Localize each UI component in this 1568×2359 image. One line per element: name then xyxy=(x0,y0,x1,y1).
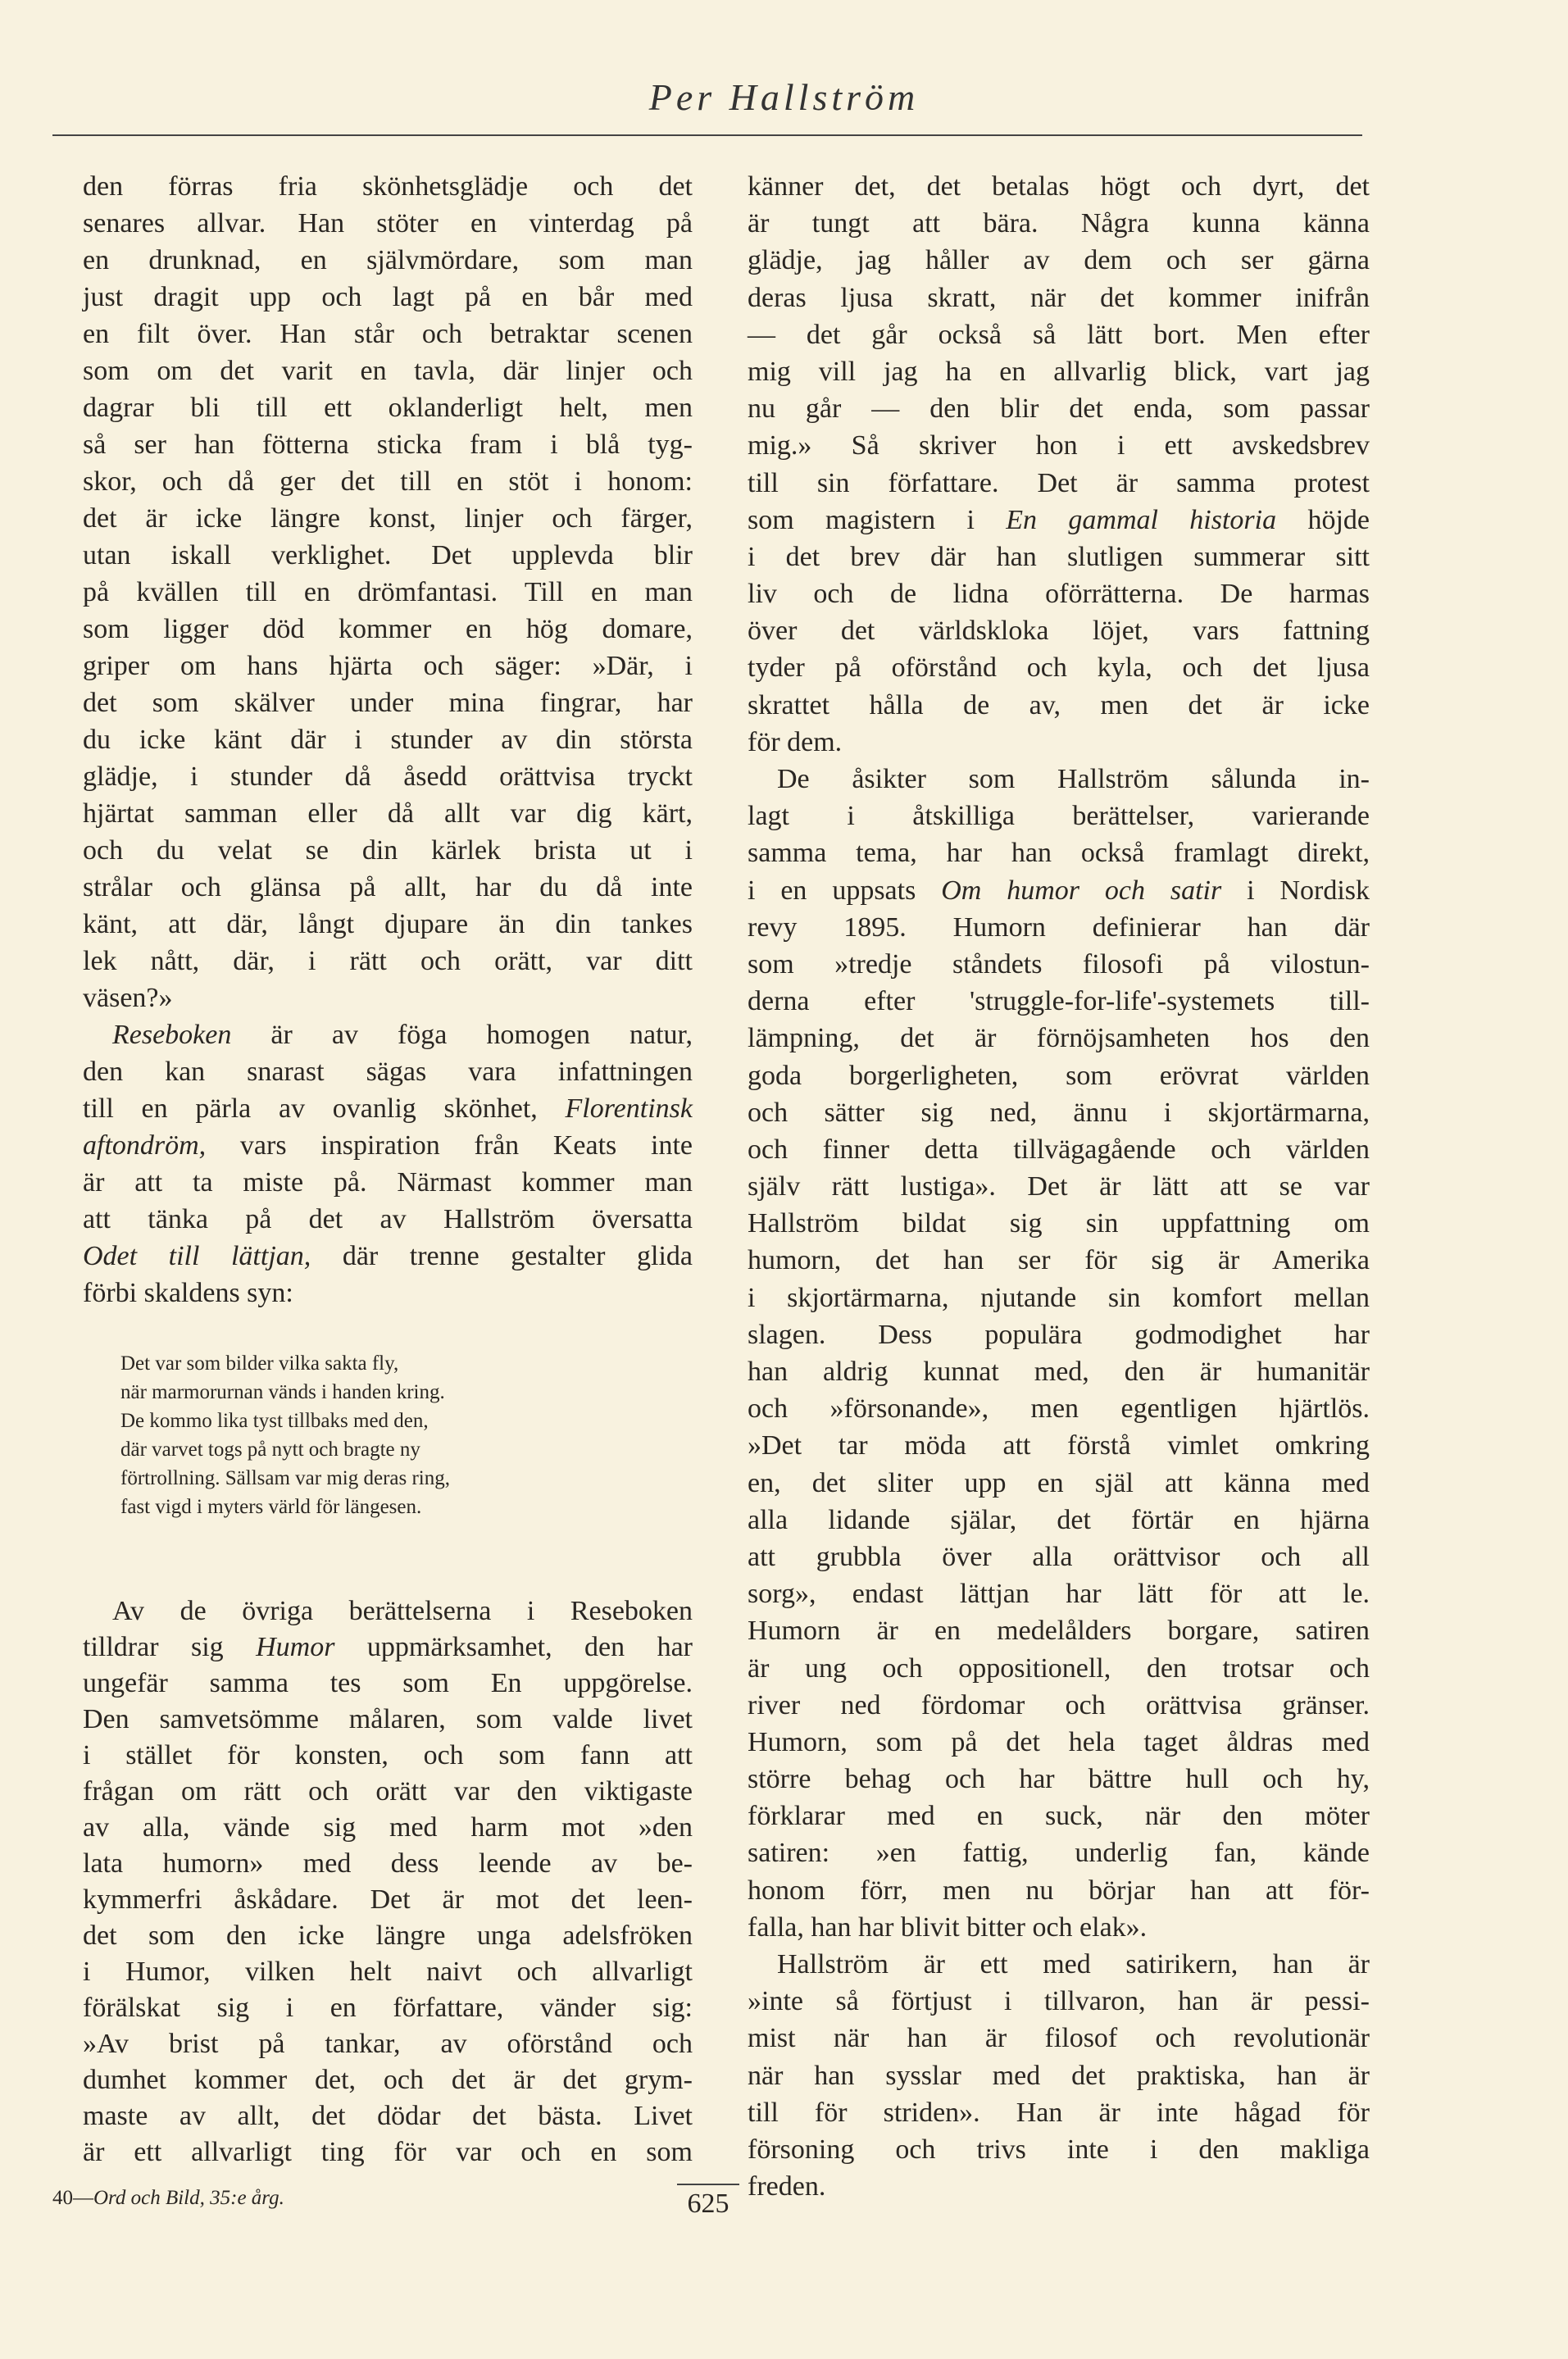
text-line xyxy=(748,1724,1370,1761)
text-run: samma tema, har han också framlagt direkt, xyxy=(748,838,1370,869)
text-run: griper om hans hjärta och säger: »Där, i xyxy=(83,651,693,681)
text-line xyxy=(748,761,1370,798)
text-run: där trenne gestalter glida xyxy=(311,1241,693,1271)
page-number: 625 xyxy=(677,2184,739,2220)
text-run: han aldrig kunnat med, den är humanitär xyxy=(748,1357,1370,1387)
text-line xyxy=(748,2094,1370,2131)
text-run: och sätter sig ned, ännu i skjortärmarna, xyxy=(748,1097,1370,1128)
journal-volume: 35:e årg. xyxy=(204,2187,284,2209)
text-line xyxy=(748,1316,1370,1353)
text-line xyxy=(748,539,1370,575)
italic-title: En gammal historia xyxy=(1006,504,1277,535)
text-line xyxy=(748,2168,1370,2205)
text-run: mig vill jag ha en allvarlig blick, vart jag xyxy=(748,356,1370,387)
text-run: lata humorn» med dess leende av be- xyxy=(83,1848,693,1879)
text-run: som om det varit en tavla, där linjer och xyxy=(83,356,693,386)
text-run: en drunknad, en självmördare, som man xyxy=(83,245,693,275)
text-line xyxy=(83,1127,693,1164)
text-run: till en pärla av ovanlig skönhet, xyxy=(83,1093,566,1124)
poem-quote xyxy=(120,1349,450,1521)
text-line xyxy=(748,1205,1370,1242)
text-run: glädje, i stunder då åsedd orättvisa tryckt xyxy=(83,761,693,792)
text-line xyxy=(748,687,1370,724)
italic-title: Florentinsk xyxy=(565,1093,693,1124)
left-column-text-1 xyxy=(83,168,693,1311)
text-line xyxy=(83,537,693,574)
text-line xyxy=(83,648,693,684)
text-run: »Det tar möda att förstå vimlet omkring xyxy=(748,1430,1370,1461)
text-run: det är icke längre konst, linjer och färger, xyxy=(83,503,693,534)
text-line xyxy=(83,721,693,758)
text-line xyxy=(83,1053,693,1090)
italic-title: aftondröm, xyxy=(83,1130,207,1161)
text-line xyxy=(748,316,1370,353)
text-line xyxy=(83,2098,693,2134)
text-run: humorn, det han ser för sig är Amerika xyxy=(748,1245,1370,1276)
text-run: Hallström är ett med satirikern, han är xyxy=(777,1949,1370,1979)
text-line xyxy=(748,575,1370,612)
text-run: en, det sliter upp en själ att känna med xyxy=(748,1467,1370,1498)
text-run: mig.» Så skriver hon i ett avskedsbrev xyxy=(748,430,1370,461)
text-line xyxy=(83,1846,693,1882)
text-run: falla, han har blivit bitter och elak». xyxy=(748,1911,1148,1943)
text-line xyxy=(748,834,1370,871)
text-line xyxy=(748,724,1370,761)
text-run: senares allvar. Han stöter en vinterdag på xyxy=(83,208,693,239)
text-run: Hallström bildat sig sin uppfattning om xyxy=(748,1208,1370,1239)
text-run: du icke känt där i stunder av din största xyxy=(83,725,693,755)
text-line xyxy=(748,946,1370,983)
text-line xyxy=(83,500,693,537)
text-run: tilldrar sig xyxy=(83,1632,257,1662)
text-line xyxy=(748,1465,1370,1502)
text-run: i Nordisk xyxy=(1221,875,1370,906)
text-line xyxy=(748,1834,1370,1871)
text-line xyxy=(83,1990,693,2026)
text-run: honom förr, men nu börjar han att för- xyxy=(748,1875,1370,1906)
text-line xyxy=(748,2131,1370,2168)
text-line xyxy=(748,1168,1370,1205)
text-run: att grubbla över alla orättvisor och all xyxy=(748,1541,1370,1572)
text-run: i skjortärmarna, njutande sin komfort mellan xyxy=(748,1282,1370,1313)
left-column-text-2 xyxy=(83,1593,693,2170)
text-run: för dem. xyxy=(748,726,843,757)
text-line xyxy=(748,1687,1370,1724)
text-line xyxy=(83,316,693,352)
text-line xyxy=(83,2062,693,2098)
text-run: förälskat sig i en författare, vänder sig: xyxy=(83,1993,693,2023)
text-run: höjde xyxy=(1276,504,1370,535)
text-line xyxy=(748,1094,1370,1131)
text-run: är att ta miste på. Närmast kommer man xyxy=(83,1167,693,1198)
text-run: i en uppsats xyxy=(748,875,942,906)
text-run: kymmerfri åskådare. Det är mot det leen- xyxy=(83,1884,693,1915)
italic-title: Humor xyxy=(256,1632,335,1662)
text-line xyxy=(748,2057,1370,2094)
text-line xyxy=(83,168,693,205)
header-rule xyxy=(52,134,1362,136)
text-run: maste av allt, det dödar det bästa. Livet xyxy=(83,2101,693,2131)
text-line xyxy=(748,168,1370,205)
text-run: Av de övriga berättelserna i Reseboken xyxy=(112,1596,693,1626)
text-line xyxy=(83,684,693,721)
text-run: känt, att där, långt djupare än din tankes xyxy=(83,909,693,939)
text-line xyxy=(748,390,1370,427)
text-run: det som skälver under mina fingrar, har xyxy=(83,688,693,718)
text-line xyxy=(83,758,693,795)
text-run: »inte så förtjust i tillvaron, han är pessi- xyxy=(748,1986,1370,2017)
text-run: till för striden». Han är inte hågad för xyxy=(748,2097,1370,2128)
text-line xyxy=(83,980,693,1016)
text-run: frågan om rätt och orätt var den viktigaste xyxy=(83,1776,693,1807)
text-run: uppmärksamhet, den har xyxy=(334,1632,693,1662)
text-run: »Av brist på tankar, av oförstånd och xyxy=(83,2029,693,2059)
text-run: Humorn, som på det hela taget åldras med xyxy=(748,1726,1370,1757)
text-run: derna efter 'struggle-for-life'-systemets till- xyxy=(748,986,1370,1017)
text-run: skor, och då ger det till en stöt i honom: xyxy=(83,466,693,497)
poem-line: förtrollning. Sällsam var mig deras ring, xyxy=(120,1467,451,1489)
text-line xyxy=(83,279,693,316)
running-header: Per Hallström xyxy=(648,76,920,118)
text-run: i det brev där han slutligen summerar sitt xyxy=(748,541,1370,572)
text-line xyxy=(83,1201,693,1238)
text-line xyxy=(748,1946,1370,1983)
text-run: och »försonande», men egentligen hjärtlös. xyxy=(748,1393,1370,1425)
text-run: som magistern i xyxy=(748,504,1007,535)
text-line xyxy=(83,1164,693,1201)
text-run: slagen. Dess populära godmodighet har xyxy=(748,1319,1370,1350)
text-line xyxy=(83,1882,693,1918)
text-line xyxy=(83,1666,693,1702)
text-run: sorg», endast lättjan har lätt för att le. xyxy=(748,1579,1370,1610)
text-run: väsen?» xyxy=(83,983,173,1013)
text-run: mist när han är filosof och revolutionär xyxy=(748,2023,1370,2054)
text-run: lek nått, där, i rätt och orätt, var ditt xyxy=(83,946,693,976)
signature-number: 40— xyxy=(52,2187,93,2209)
text-line xyxy=(748,1390,1370,1427)
text-line xyxy=(748,1872,1370,1909)
text-line xyxy=(748,798,1370,834)
text-line xyxy=(83,832,693,869)
text-line xyxy=(83,1918,693,1954)
text-line xyxy=(748,1242,1370,1279)
text-run: förklarar med en suck, när den möter xyxy=(748,1801,1370,1832)
text-line xyxy=(748,1983,1370,2020)
text-run: lagt i åtskilliga berättelser, varierande xyxy=(748,801,1370,832)
text-run: lämpning, det är förnöjsamheten hos den xyxy=(748,1023,1370,1054)
text-line xyxy=(748,205,1370,242)
text-line xyxy=(748,1798,1370,1834)
text-run: och finner detta tillvägagående och världen xyxy=(748,1134,1370,1165)
text-run: Humorn är en medelålders borgare, satiren xyxy=(748,1616,1370,1647)
italic-title: Om humor och satir xyxy=(941,875,1222,906)
text-run: utan iskall verklighet. Det upplevda blir xyxy=(83,540,693,570)
right-column-text xyxy=(748,168,1370,2205)
text-run: tyder på oförstånd och kyla, och det ljusa xyxy=(748,652,1370,684)
text-line xyxy=(748,2020,1370,2057)
text-run: — det går också så lätt bort. Men efter xyxy=(748,319,1370,350)
text-run: över det världskloka löjet, vars fattning xyxy=(748,616,1370,647)
text-run: att tänka på det av Hallström översatta xyxy=(83,1204,693,1234)
text-line xyxy=(83,426,693,463)
text-line xyxy=(83,1702,693,1738)
text-line xyxy=(748,1057,1370,1094)
text-line xyxy=(748,280,1370,316)
text-line xyxy=(748,1761,1370,1798)
text-run: som »tredje ståndets filosofi på vilostun- xyxy=(748,948,1370,980)
text-run: alla lidande själar, det förtär en hjärna xyxy=(748,1504,1370,1535)
poem-line: där varvet togs på nytt och bragte ny xyxy=(120,1439,420,1461)
text-run: vars inspiration från Keats inte xyxy=(206,1130,693,1161)
text-run: strålar och glänsa på allt, har du då inte xyxy=(83,872,693,902)
text-line xyxy=(748,1020,1370,1057)
text-run: goda borgerligheten, som erövrat världen xyxy=(748,1060,1370,1091)
text-run: är tungt att bära. Några kunna känna xyxy=(748,208,1370,239)
text-run: De åsikter som Hallström sålunda in- xyxy=(777,764,1370,794)
text-line xyxy=(748,649,1370,686)
text-run: i Humor, vilken helt naivt och allvarligt xyxy=(83,1957,693,1987)
text-run: är ett allvarligt ting för var och en som xyxy=(83,2137,693,2167)
text-line xyxy=(748,909,1370,946)
text-run: river ned fördomar och orättvisa gränser. xyxy=(748,1689,1370,1720)
text-run: deras ljusa skratt, när det kommer inifrån xyxy=(748,282,1370,313)
text-run: dumhet kommer det, och det är det grym- xyxy=(83,2065,693,2095)
text-line xyxy=(748,465,1370,502)
text-run: Den samvetsömme målaren, som valde livet xyxy=(83,1704,693,1734)
text-line xyxy=(748,612,1370,649)
text-run: känner det, det betalas högt och dyrt, det xyxy=(748,171,1370,202)
text-run: och du velat se din kärlek brista ut i xyxy=(83,835,693,866)
text-run: i stället för konsten, och som fann att xyxy=(83,1740,693,1770)
italic-title: Reseboken xyxy=(112,1020,232,1050)
text-line xyxy=(748,1131,1370,1168)
text-line xyxy=(83,906,693,943)
text-line xyxy=(83,352,693,389)
text-line xyxy=(748,353,1370,390)
text-run: till sin författare. Det är samma protest xyxy=(748,467,1370,498)
italic-title: Odet till lättjan, xyxy=(83,1241,311,1271)
text-line xyxy=(83,1275,693,1311)
text-run: det som den icke längre unga adelsfröken xyxy=(83,1920,693,1951)
text-run: försoning och trivs inte i den makliga xyxy=(748,2134,1370,2165)
text-line xyxy=(83,389,693,426)
text-line xyxy=(748,1575,1370,1612)
text-run: som ligger död kommer en hög domare, xyxy=(83,614,693,644)
text-line xyxy=(83,242,693,279)
text-line xyxy=(748,1612,1370,1649)
text-run: förbi skaldens syn: xyxy=(83,1278,293,1308)
text-line xyxy=(83,1810,693,1846)
text-line xyxy=(748,427,1370,464)
text-run: satiren: »en fattig, underlig fan, kände xyxy=(748,1838,1370,1869)
text-run: en filt över. Han står och betraktar scenen xyxy=(83,319,693,349)
text-line xyxy=(83,1090,693,1127)
text-run: dagrar bli till ett oklanderligt helt, men xyxy=(83,393,693,423)
poem-line: när marmorurnan vänds i handen kring. xyxy=(120,1381,445,1403)
text-run: nu går — den blir det enda, som passar xyxy=(748,393,1370,425)
text-run: på kvällen till en drömfantasi. Till en man xyxy=(83,577,693,607)
text-line xyxy=(83,574,693,611)
journal-title: Ord och Bild, xyxy=(93,2187,205,2209)
text-line xyxy=(748,1279,1370,1316)
text-run: skrattet hålla de av, men det är icke xyxy=(748,689,1370,720)
text-line xyxy=(748,1539,1370,1575)
text-run: den kan snarast sägas vara infattningen xyxy=(83,1057,693,1087)
text-line xyxy=(83,1629,693,1666)
text-line xyxy=(83,1774,693,1810)
text-run: den förras fria skönhetsglädje och det xyxy=(83,171,693,202)
text-line xyxy=(83,869,693,906)
text-run: av alla, vände sig med harm mot »den xyxy=(83,1812,693,1843)
text-line xyxy=(83,1954,693,1990)
text-run: freden. xyxy=(748,2171,826,2202)
text-run: liv och de lidna oförrätterna. De harmas xyxy=(748,579,1370,610)
text-run: glädje, jag håller av dem och ser gärna xyxy=(748,245,1370,276)
text-line xyxy=(83,1016,693,1053)
text-line xyxy=(748,1427,1370,1464)
poem-line: Det var som bilder vilka sakta fly, xyxy=(120,1352,399,1375)
text-line xyxy=(83,1593,693,1629)
text-run: när han sysslar med det praktiska, han är xyxy=(748,2060,1370,2091)
text-line xyxy=(83,943,693,980)
text-line xyxy=(748,1909,1370,1946)
text-line xyxy=(83,463,693,500)
text-line xyxy=(748,983,1370,1020)
text-line xyxy=(83,2026,693,2062)
text-run: revy 1895. Humorn definierar han där xyxy=(748,911,1370,943)
text-run: ungefär samma tes som En uppgörelse. xyxy=(83,1668,693,1698)
text-line xyxy=(83,1738,693,1774)
poem-line: De kommo lika tyst tillbaks med den, xyxy=(120,1410,429,1432)
text-line xyxy=(83,2134,693,2170)
text-line xyxy=(748,502,1370,539)
text-line xyxy=(748,1502,1370,1539)
poem-line: fast vigd i myters värld för längesen. xyxy=(120,1496,422,1518)
text-line xyxy=(83,795,693,832)
text-line xyxy=(83,1238,693,1275)
text-line xyxy=(748,1353,1370,1390)
text-line xyxy=(83,205,693,242)
text-run: själv rätt lustiga». Det är lätt att se var xyxy=(748,1171,1370,1202)
signature-mark xyxy=(52,2187,284,2210)
text-run: så ser han fötterna sticka fram i blå tyg- xyxy=(83,430,693,460)
text-line xyxy=(748,242,1370,279)
text-run: är ung och oppositionell, den trotsar och xyxy=(748,1652,1370,1684)
text-line xyxy=(83,611,693,648)
text-run: just dragit upp och lagt på en bår med xyxy=(83,282,693,312)
text-line xyxy=(748,1650,1370,1687)
text-run: hjärtat samman eller då allt var dig kärt, xyxy=(83,798,693,829)
text-line xyxy=(748,872,1370,909)
text-run: större behag och har bättre hull och hy, xyxy=(748,1764,1370,1795)
text-run: är av föga homogen natur, xyxy=(231,1020,693,1050)
